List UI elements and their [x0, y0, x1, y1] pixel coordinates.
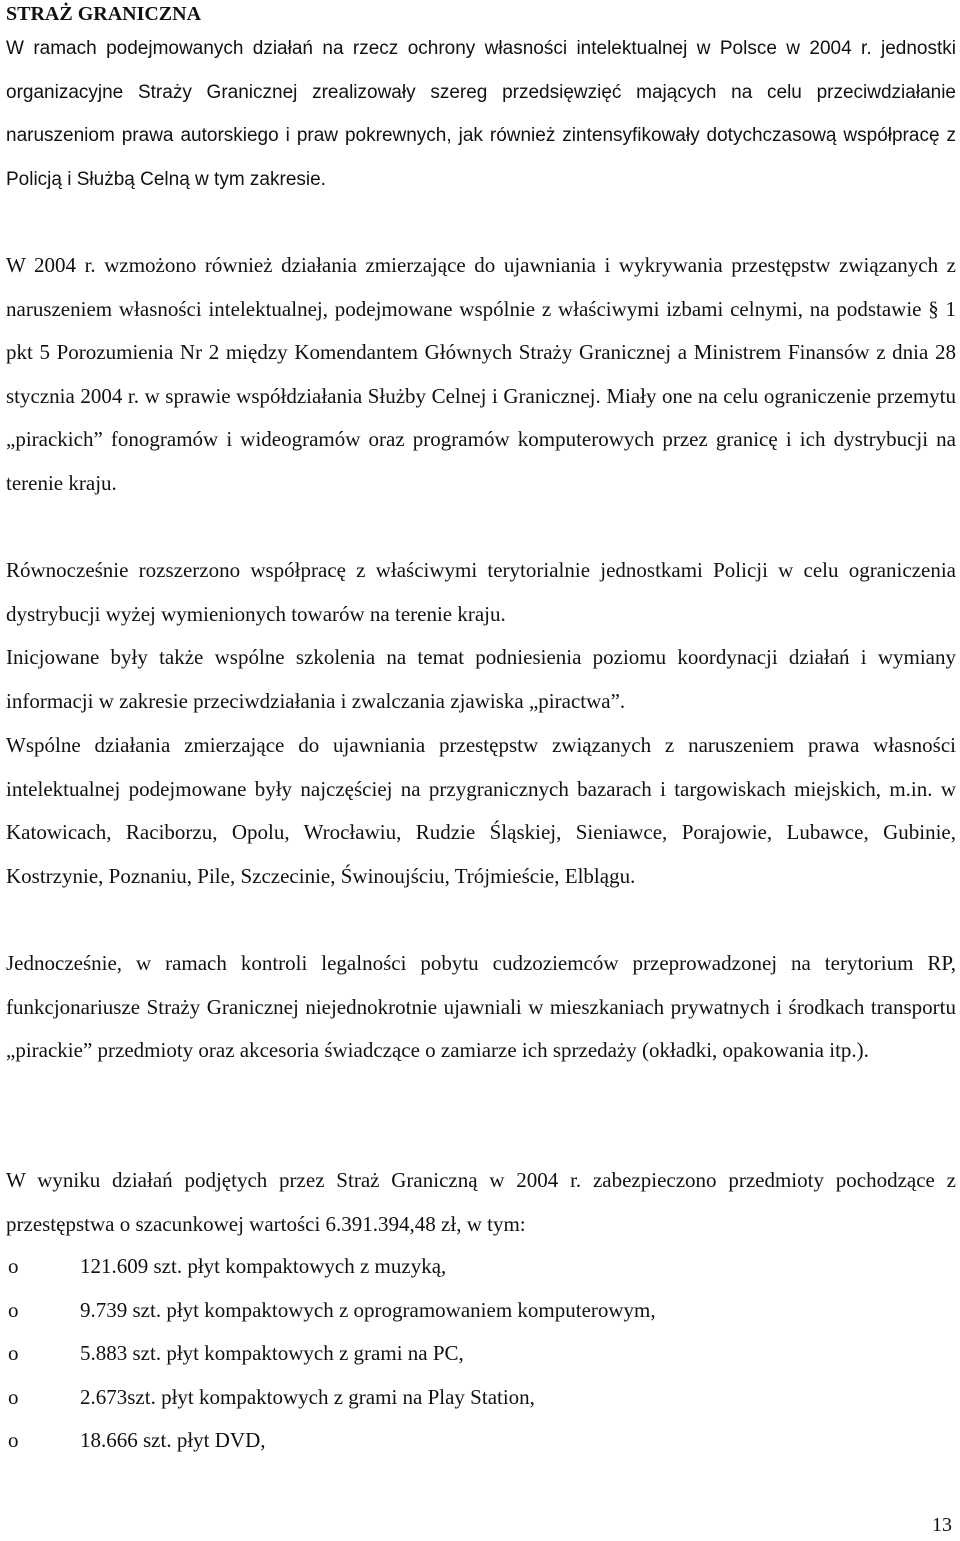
list-bullet: o	[8, 1428, 19, 1453]
paragraph-bazaars: Wspólne działania zmierzające do ujawniania przestępstw związanych z naruszeniem prawa własności intelektualnej podejmowane były najczęściej na przygranicznych bazarach i targowiskach miejskich, m.in. w Katowicach, Raciborzu, Opolu, Wrocławiu, Rudzie Śląskiej, Sieniawce, Porajowie, Lubawce, Gubinie, Kostrzynie, Poznaniu, Pile, Szczecinie, Świnoujściu, Trójmieście, Elblągu.	[6, 733, 956, 888]
paragraph-intro: W ramach podejmowanych działań na rzecz ochrony własności intelektualnej w Polsce w 2004 r. jednostki organizacyjne Straży Granicznej zrealizowały szereg przedsięwzięć mających na celu przeciwdziałanie naruszeniom prawa autorskiego i praw pokrewnych, jak również zintensyfikowały dotychczasową współpracę z Policją i Służbą Celną w tym zakresie.	[6, 38, 956, 190]
list-item	[0, 1332, 960, 1376]
list-item	[0, 1376, 960, 1420]
list-item	[0, 1289, 960, 1333]
paragraph-joint-actions: W 2004 r. wzmożono również działania zmierzające do ujawniania i wykrywania przestępstw związanych z naruszeniem własności intelektualnej, podejmowane wspólnie z właściwymi izbami celnymi, na podstawie § 1 pkt 5 Porozumienia Nr 2 między Komendantem Głównych Straży Granicznej a Ministrem Finansów z dnia 28 stycznia 2004 r. w sprawie współdziałania Służby Celnej i Granicznej. Miały one na celu ograniczenie przemytu „pirackich” fonogramów i wideogramów oraz programów komputerowych przez granicę i ich dystrybucji na terenie kraju.	[6, 253, 956, 495]
paragraph-police-cooperation: Równocześnie rozszerzono współpracę z właściwymi terytorialnie jednostkami Policji w celu ograniczenia dystrybucji wyżej wymienionych towarów na terenie kraju.	[6, 558, 956, 626]
list-bullet: o	[8, 1341, 19, 1366]
list-item-text: 2.673szt. płyt kompaktowych z grami na Play Station,	[80, 1384, 535, 1409]
list-bullet: o	[8, 1297, 19, 1322]
page-number: 13	[932, 1514, 952, 1536]
list-bullet: o	[8, 1254, 19, 1278]
seized-items-list	[0, 1245, 960, 1463]
section-heading: STRAŻ GRANICZNA	[6, 3, 202, 25]
list-item-text: 18.666 szt. płyt DVD,	[80, 1428, 266, 1453]
paragraph-training: Inicjowane były także wspólne szkolenia na temat podniesienia poziomu koordynacji działań i wymiany informacji w zakresie przeciwdziałania i zwalczania zjawiska „piractwa”.	[6, 645, 956, 713]
list-item-text: 5.883 szt. płyt kompaktowych z grami na PC,	[80, 1341, 464, 1366]
list-item-text: 121.609 szt. płyt kompaktowych z muzyką,	[80, 1254, 447, 1278]
list-item	[0, 1245, 960, 1289]
list-item-text: 9.739 szt. płyt kompaktowych z oprogramowaniem komputerowym,	[80, 1297, 656, 1322]
list-bullet: o	[8, 1384, 19, 1409]
paragraph-seizure-results: W wyniku działań podjętych przez Straż Graniczną w 2004 r. zabezpieczono przedmioty pochodzące z przestępstwa o szacunkowej wartości 6.391.394,48 zł, w tym:	[6, 1168, 956, 1236]
list-item	[0, 1419, 960, 1463]
paragraph-foreigners-control: Jednocześnie, w ramach kontroli legalności pobytu cudzoziemców przeprowadzonej na terytorium RP, funkcjonariusze Straży Granicznej niejednokrotnie ujawniali w mieszkaniach prywatnych i środkach transportu „pirackie” przedmioty oraz akcesoria świadczące o zamiarze ich sprzedaży (okładki, opakowania itp.).	[6, 951, 956, 1062]
